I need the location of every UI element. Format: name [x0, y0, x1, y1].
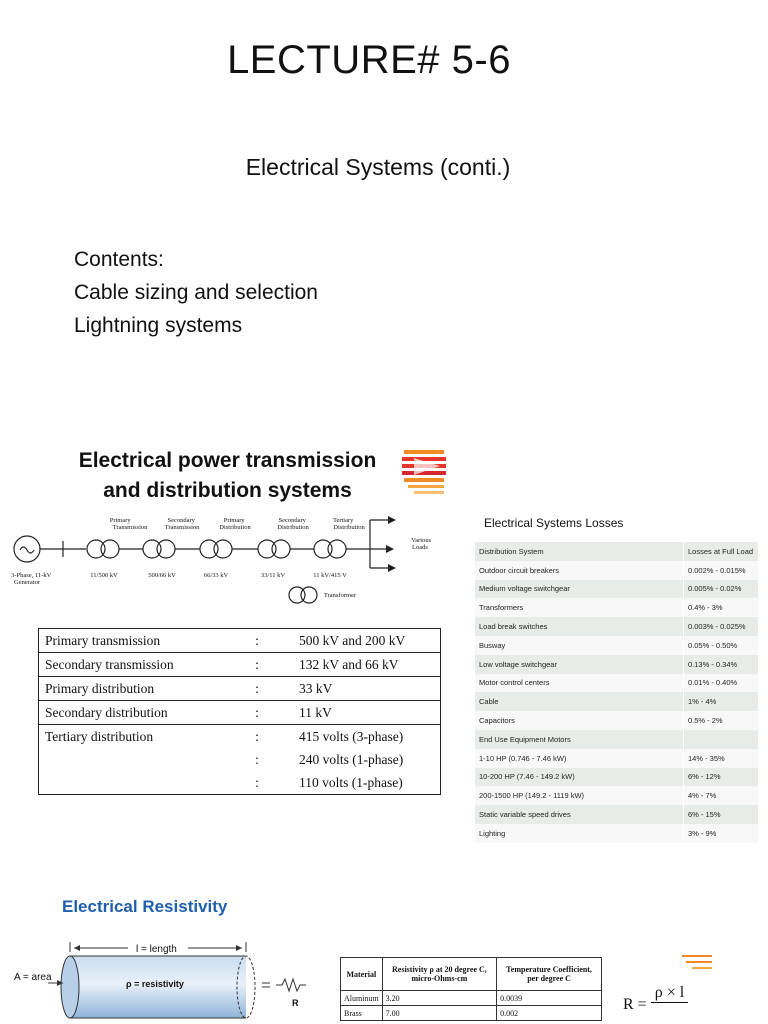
- label-voltage-3: 66/33 kV: [203, 572, 229, 579]
- table-row: Secondary distribution : 11 kV: [39, 701, 441, 725]
- label-secondary-distribution: Secondary Distribution: [277, 517, 309, 531]
- table-row: Tertiary distribution : 415 volts (3-phase): [39, 725, 441, 749]
- table-row: End Use Equipment Motors: [475, 730, 758, 749]
- table-row: Cable 1% - 4%: [475, 692, 758, 711]
- table-row: 10-200 HP (7.46 - 149.2 kW) 6% - 12%: [475, 768, 758, 787]
- resistivity-title: Electrical Resistivity: [62, 897, 228, 916]
- label-primary-distribution: Primary Distribution: [219, 517, 251, 531]
- small-logo-icon: [680, 954, 714, 972]
- label-voltage-2: 500/66 kV: [148, 572, 176, 579]
- resistivity-cylinder-diagram: [8, 890, 308, 1024]
- table-row: : 110 volts (1-phase): [39, 771, 441, 795]
- table-row: Distribution System Losses at Full Load: [475, 542, 758, 561]
- table-row: Busway 0.05% - 0.50%: [475, 636, 758, 655]
- formula-lhs: R: [623, 996, 634, 1013]
- table-row: Medium voltage switchgear 0.005% - 0.02%: [475, 580, 758, 599]
- label-various-loads: Various Loads: [411, 537, 432, 551]
- page-title: LECTURE# 5-6: [227, 38, 511, 82]
- table-header-row: Material Resistivity ρ at 20 degree C, micro-Ohms-cm Temperature Coefficient, per degree C: [341, 958, 602, 991]
- label-primary-transmission: Primary Transmission: [109, 517, 148, 531]
- label-voltage-4: 33/11 kV: [260, 572, 286, 579]
- resistivity-label: ρ = resistivity: [126, 979, 184, 989]
- losses-title: Electrical Systems Losses: [484, 516, 624, 530]
- length-label: l = length: [136, 944, 177, 955]
- page-subtitle: Electrical Systems (conti.): [245, 154, 511, 180]
- label-transformer-legend: Transformer: [323, 592, 357, 599]
- table-row: Motor control centers 0.01% - 0.40%: [475, 674, 758, 693]
- table-row: Static variable speed drives 6% - 15%: [475, 805, 758, 824]
- area-label: A = area: [14, 972, 52, 983]
- label-tertiary-distribution: Tertiary Distribution: [332, 517, 365, 531]
- table-row: Outdoor circuit breakers 0.002% - 0.015%: [475, 561, 758, 580]
- resistance-formula: R = ρ × l: [623, 996, 688, 1015]
- striped-logo-icon: [400, 448, 448, 500]
- transmission-title: Electrical power transmission and distribution systems: [78, 449, 377, 502]
- resistor-label: R: [292, 998, 299, 1008]
- table-row: Lighting 3% - 9%: [475, 824, 758, 843]
- table-row: : 240 volts (1-phase): [39, 748, 441, 771]
- transmission-diagram: [8, 510, 448, 610]
- contents-heading: Contents:: [74, 248, 164, 271]
- table-row: Brass 7.00 0.002: [341, 1006, 602, 1021]
- table-row: Secondary transmission : 132 kV and 66 kV: [39, 653, 441, 677]
- table-row: Transformers 0.4% - 3%: [475, 598, 758, 617]
- table-row: 200-1500 HP (149.2 - 1119 kW) 4% - 7%: [475, 786, 758, 805]
- table-row: Primary distribution : 33 kV: [39, 677, 441, 701]
- contents-item: Lightning systems: [74, 314, 243, 337]
- table-row: Low voltage switchgear 0.13% - 0.34%: [475, 655, 758, 674]
- label-secondary-transmission: Secondary Transmission: [164, 517, 200, 531]
- label-voltage-1: 11/500 kV: [90, 572, 118, 579]
- label-voltage-5: 11 kV/415 V: [313, 572, 347, 579]
- table-row: Primary transmission : 500 kV and 200 kV: [39, 629, 441, 653]
- material-resistivity-table: [340, 957, 602, 1021]
- table-row: Aluminum 3.20 0.0039: [341, 991, 602, 1006]
- contents-list: [74, 243, 318, 342]
- voltage-levels-table: [38, 628, 441, 795]
- label-generator: 3-Phase, 11-kV Generator: [11, 572, 52, 586]
- table-row: Load break switches 0.003% - 0.025%: [475, 617, 758, 636]
- table-row: Capacitors 0.5% - 2%: [475, 711, 758, 730]
- formula-numerator: ρ × l: [651, 984, 688, 1003]
- losses-table: [475, 542, 758, 843]
- contents-item: Cable sizing and selection: [74, 281, 318, 304]
- table-row: 1-10 HP (0.746 - 7.46 kW) 14% - 35%: [475, 749, 758, 768]
